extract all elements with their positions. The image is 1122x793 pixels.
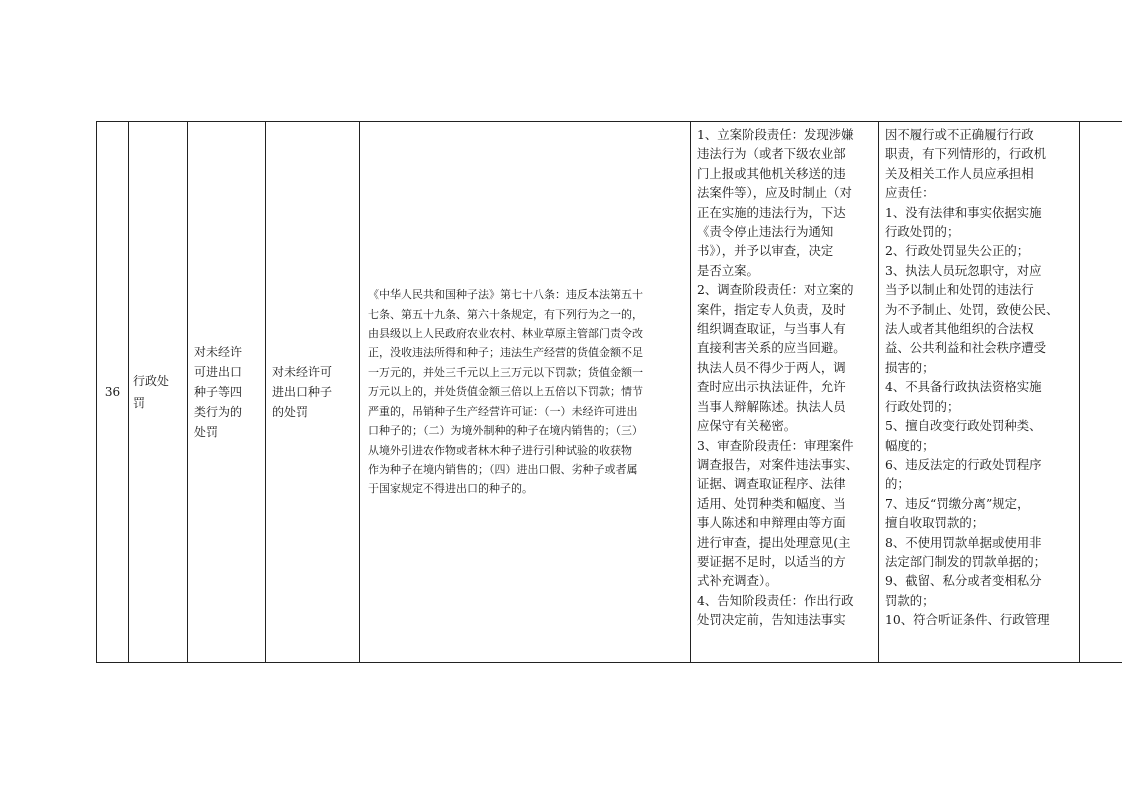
power-category: 行政处 罚	[129, 122, 188, 663]
enforcement-table	[96, 121, 1122, 663]
legal-basis: 《中华人民共和国种子法》第七十八条：违反本法第五十 七条、第五十九条、第六十条规定，有下列行为之一的， 由县级以上人民政府农业农村、林业草原主管部门责令改 正，没收违法所得和种子；违法生产经营的货值金额不足 一万元的，并处三千元以上三万元以下罚款；货值金额一 万元以上的，并处货值金额三倍以上五倍以下罚款；情节 严重的，吊销种子生产经营许可证：（一）未经许可进出 口种子的；（二）为境外制种的种子在境内销售的；（三） 从境外引进农作物或者林木种子进行引种试验的收获物 作为种子在境内销售的；（四）进出口假、劣种子或者属 于国家规定不得进出口的种子的。	[360, 122, 691, 663]
responsibility-items: 1、立案阶段责任：发现涉嫌 违法行为（或者下级农业部 门上报或其他机关移送的违 法案件等），应及时制止（对 正在实施的违法行为，下达 《责令停止违法行为通知 书》），并予以审查，决定 是否立案。 2、调查阶段责任：对立案的 案件，指定专人负责，及时 组织调查取证，与当事人有 直接利害关系的应当回避。 执法人员不得少于两人，调 查时应出示执法证件，允许 当事人辩解陈述。执法人员 应保守有关秘密。 3、审查阶段责任：审理案件 调查报告，对案件违法事实、 证据、调查取证程序、法律 适用、处罚种类和幅度、当 事人陈述和申辩理由等方面 进行审查，提出处理意见(主 要证据不足时，以适当的方 式补充调查）。 4、告知阶段责任：作出行政 处罚决定前，告知违法事实	[691, 122, 879, 663]
accountability-items: 因不履行或不正确履行行政 职责，有下列情形的，行政机 关及相关工作人员应承担相 应责任： 1、没有法律和事实依据实施 行政处罚的； 2、行政处罚显失公正的； 3、执法人员玩忽职守，对应 当予以制止和处罚的违法行 为不予制止、处罚，致使公民、 法人或者其他组织的合法权 益、公共利益和社会秩序遭受 损害的； 4、不具备行政执法资格实施 行政处罚的； 5、擅自改变行政处罚种类、 幅度的； 6、违反法定的行政处罚程序 的； 7、违反“罚缴分离”规定， 擅自收取罚款的； 8、不使用罚款单据或使用非 法定部门制发的罚款单据的； 9、截留、私分或者变相私分 罚款的； 10、符合听证条件、行政管理	[879, 122, 1080, 663]
table-row	[97, 122, 1122, 663]
power-item-name: 对未经许 可进出口 种子等四 类行为的 处罚	[188, 122, 266, 663]
remarks-cell	[1080, 122, 1122, 663]
sub-item-name: 对未经许可 进出口种子 的处罚	[266, 122, 360, 663]
row-number: 36	[97, 122, 129, 663]
